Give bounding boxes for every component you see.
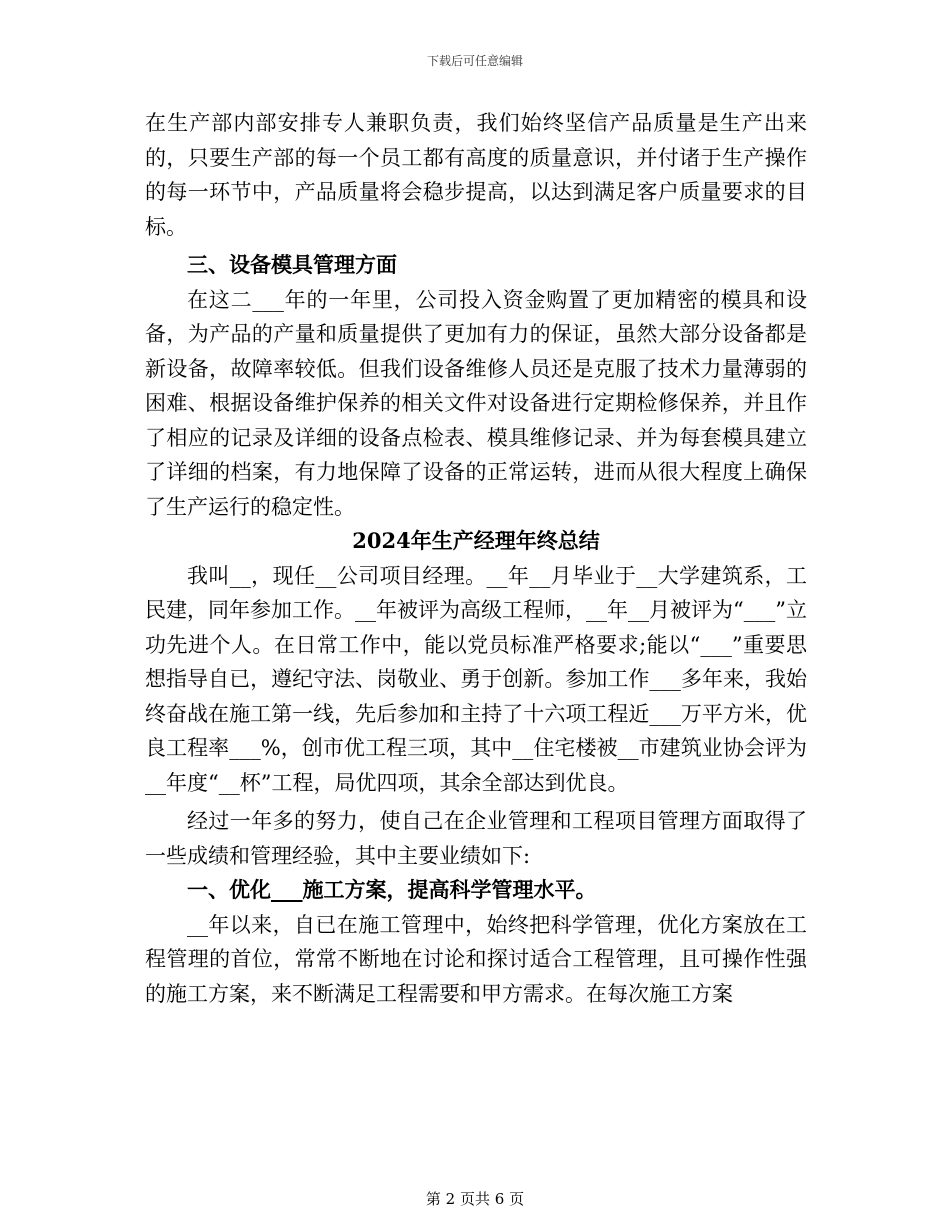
- page-header: 下载后可任意编辑: [426, 54, 523, 68]
- paragraph-optimize: __年以来，自已在施工管理中，始终把科学管理，优化方案放在工程管理的首位，常常不断地在讨论和探讨适合工程管理，且可操作性强的施工方案，来不断满足工程需要和甲方需求。在每次施工方案: [145, 912, 807, 1006]
- document-title: 2024年生产经理年终总结: [352, 528, 600, 553]
- paragraph-achievements-intro: 经过一年多的努力，使自己在企业管理和工程项目管理方面取得了一些成绩和管理经验，其中主要业绩如下:: [145, 809, 807, 868]
- document-body: [145, 106, 807, 1011]
- paragraph-introduction: 我叫__，现任__公司项目经理。__年__月毕业于__大学建筑系，工民建，同年参加工作。__年被评为高级工程师，__年__月被评为“___”立功先进个人。在日常工作中，能以党员标准严格要求;能以“___”重要思想指导自已，遵纪守法、岗敬业、勇于创新。参加工作___多年来，我始终奋战在施工第一线，先后参加和主持了十六项工程近___万平方米，优良工程率___%，创市优工程三项，其中__住宅楼被__市建筑业协会评为__年度“__杯”工程，局优四项，其余全部达到优良。: [145, 563, 807, 795]
- section-heading-optimize: 一、优化___施工方案，提高科学管理水平。: [187, 877, 597, 902]
- paragraph-equipment: 在这二___年的一年里，公司投入资金购置了更加精密的模具和设备，为产品的产量和质量提供了更加有力的保证，虽然大部分设备都是新设备，故障率较低。但我们设备维修人员还是克服了技术力量薄弱的困难、根据设备维护保养的相关文件对设备进行定期检修保养，并且作了相应的记录及详细的设备点检表、模具维修记录、并为每套模具建立了详细的档案，有力地保障了设备的正常运转，进而从很大程度上确保了生产运行的稳定性。: [145, 287, 807, 519]
- paragraph-quality-continued: 在生产部内部安排专人兼职负责，我们始终坚信产品质量是生产出来的，只要生产部的每一个员工都有高度的质量意识，并付诸于生产操作的每一环节中，产品质量将会稳步提高，以达到满足客户质量要求的目标。: [145, 111, 807, 239]
- section-heading-equipment: 三、设备模具管理方面: [187, 252, 397, 277]
- page-footer: 第 2 页共 6 页: [425, 1190, 525, 1208]
